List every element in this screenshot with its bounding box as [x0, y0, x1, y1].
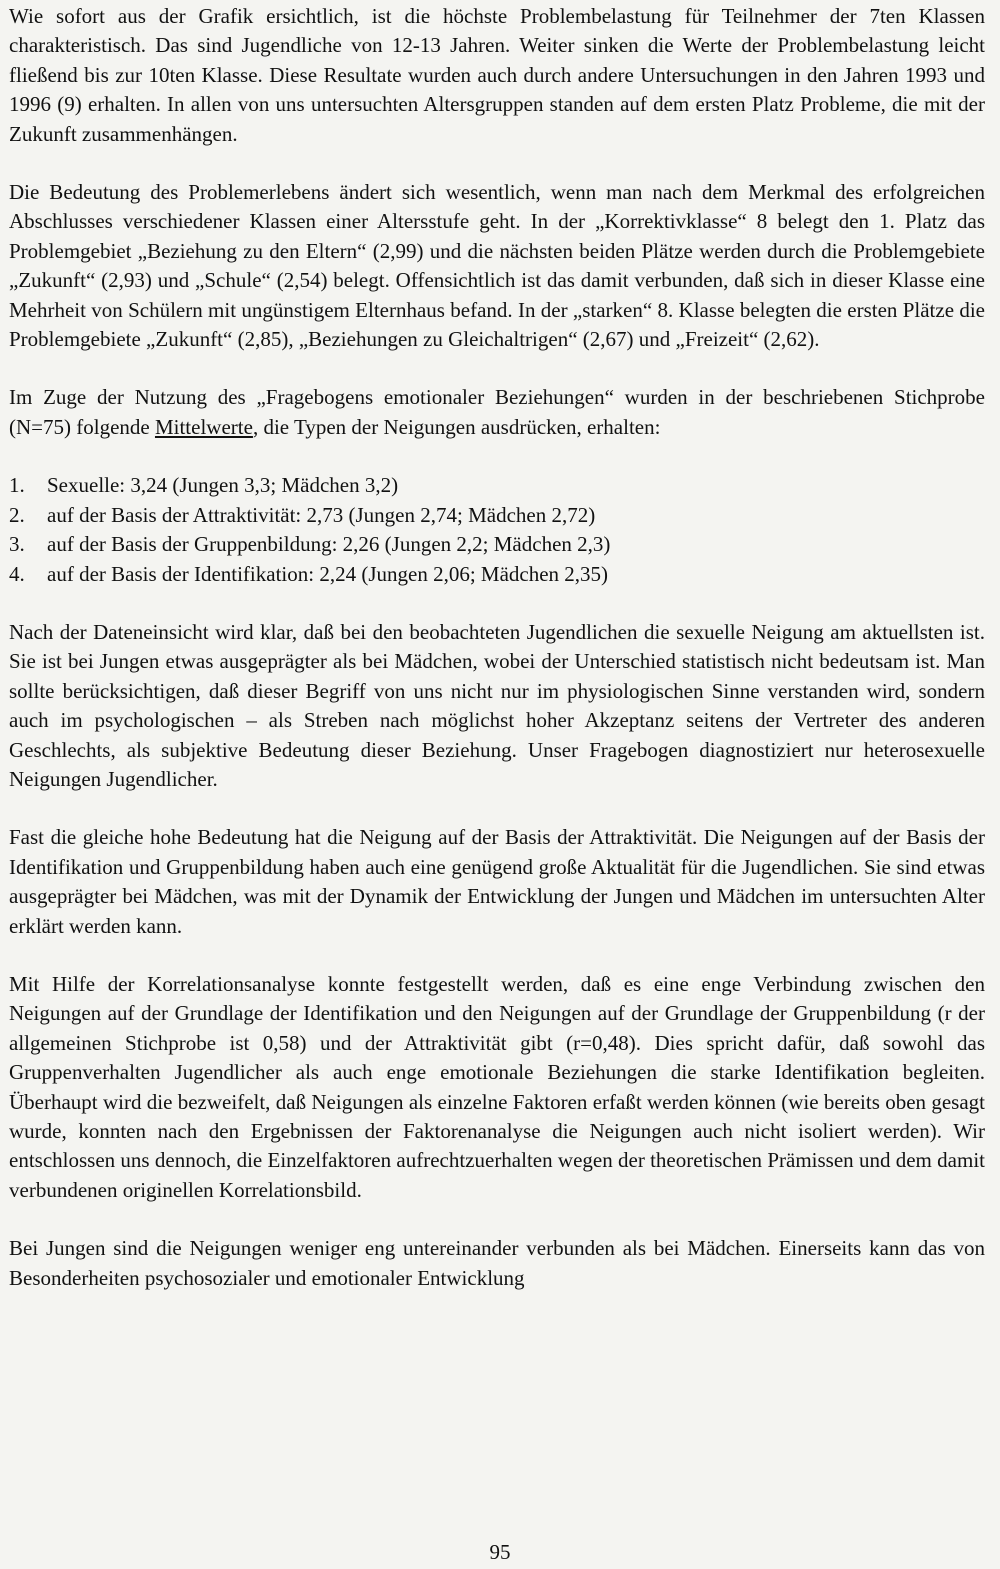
paragraph-7: Bei Jungen sind die Neigungen weniger eng untereinander verbunden als bei Mädchen. Einerseits kann das von Besonderheiten psychosozialer und emotionaler Entwicklung: [9, 1236, 985, 1290]
list-item-number: 4.: [9, 561, 25, 586]
list-item-number: 2.: [9, 502, 25, 527]
page-number: 95: [489, 1540, 511, 1564]
means-list: [9, 471, 985, 589]
paragraph-4: Nach der Dateneinsicht wird klar, daß bei den beobachteten Jugendlichen die sexuelle Neigung am aktuellsten ist. Sie ist bei Jungen etwas ausgeprägter als bei Mädchen, wobei der Unterschied statistisch nicht bedeutsam ist. Man sollte berücksichtigen, daß dieser Begriff von uns nicht nur im physiologischen Sinne verstanden wird, sondern auch im psychologischen – als Streben nach möglichst hoher Akzeptanz seitens der Vertreter des anderen Geschlechts, als subjektive Bedeutung dieser Beziehung. Unser Fragebogen diagnostiziert nur heterosexuelle Neigungen Jugendlicher.: [9, 619, 985, 791]
list-item: [9, 501, 985, 530]
list-item-text: Sexuelle: 3,24 (Jungen 3,3; Mädchen 3,2): [47, 473, 399, 498]
paragraph-3-end: , die Typen der Neigungen ausdrücken, erhalten:: [252, 414, 661, 439]
list-item-number: 3.: [9, 532, 25, 557]
list-item-text: auf der Basis der Attraktivität: 2,73 (Jungen 2,74; Mädchen 2,72): [47, 502, 596, 527]
page-body: [9, 2, 985, 1293]
paragraph-2: Die Bedeutung des Problemerlebens ändert sich wesentlich, wenn man nach dem Merkmal des erfolgreichen Abschlusses verschiedener Klassen einer Altersstufe geht. In der „Korrektivklasse“ 8 belegt den 1. Platz das Problemgebiet „Beziehung zu den Eltern“ (2,99) und die nächsten beiden Plätze werden durch die Problemgebiete „Zukunft“ (2,93) und „Schule“ (2,54) belegt. Offensichtlich ist das damit verbunden, daß sich in dieser Klasse eine Mehrheit von Schülern mit ungünstigem Elternhaus befand. In der „starken“ 8. Klasse belegten die ersten Plätze die Problemgebiete „Zukunft“ (2,85), „Beziehungen zu Gleichaltrigen“ (2,67) und „Freizeit“ (2,62).: [9, 180, 985, 352]
paragraph-1: Wie sofort aus der Grafik ersichtlich, ist die höchste Problembelastung für Teilnehmer der 7ten Klassen charakteristisch. Das sind Jugendliche von 12-13 Jahren. Weiter sinken die Werte der Problembelastung leicht fließend bis zur 10ten Klasse. Diese Resultate wurden auch durch andere Untersuchungen in den Jahren 1993 und 1996 (9) erhalten. In allen von uns untersuchten Altersgruppen standen auf dem ersten Platz Probleme, die mit der Zukunft zusammenhängen.: [9, 4, 985, 146]
paragraph-3: [9, 383, 985, 442]
paragraph-5: Fast die gleiche hohe Bedeutung hat die Neigung auf der Basis der Attraktivität. Die Neigungen auf der Basis der Identifikation und Gruppenbildung haben auch eine genügend große Aktualität für die Jugendlichen. Sie sind etwas ausgeprägter bei Mädchen, was mit der Dynamik der Entwicklung der Jungen und Mädchen im untersuchten Alter erklärt werden kann.: [9, 825, 985, 938]
paragraph-3-start: Im Zuge der Nutzung des „Fragebogens emotionaler Beziehungen“ wurden in der beschriebenen Stichprobe (N=75) folgende: [9, 385, 985, 439]
list-item-text: auf der Basis der Gruppenbildung: 2,26 (Jungen 2,2; Mädchen 2,3): [47, 532, 611, 557]
paragraph-6: Mit Hilfe der Korrelationsanalyse konnte festgestellt werden, daß es eine enge Verbindung zwischen den Neigungen auf der Grundlage der Identifikation und den Neigungen auf der Grundlage der Gruppenbildung (r der allgemeinen Stichprobe ist 0,58) und der Attraktivität gibt (r=0,48). Dies spricht dafür, daß sowohl das Gruppenverhalten Jugendlicher als auch enge emotionale Beziehungen die starke Identifikation begleiten. Überhaupt wird die bezweifelt, daß Neigungen als einzelne Faktoren erfaßt werden können (wie bereits oben gesagt wurde, konnten nach den Ergebnissen der Faktorenanalyse die Neigungen auch nicht isoliert werden). Wir entschlossen uns dennoch, die Einzelfaktoren aufrechtzuerhalten wegen der theoretischen Prämissen und dem damit verbundenen originellen Korrelationsbild.: [9, 971, 985, 1202]
list-item: [9, 560, 985, 589]
list-item-text: auf der Basis der Identifikation: 2,24 (Jungen 2,06; Mädchen 2,35): [47, 561, 609, 586]
list-item: [9, 530, 985, 559]
list-item: [9, 471, 985, 500]
list-item-number: 1.: [9, 473, 25, 498]
underlined-term: Mittelwerte: [154, 414, 253, 439]
